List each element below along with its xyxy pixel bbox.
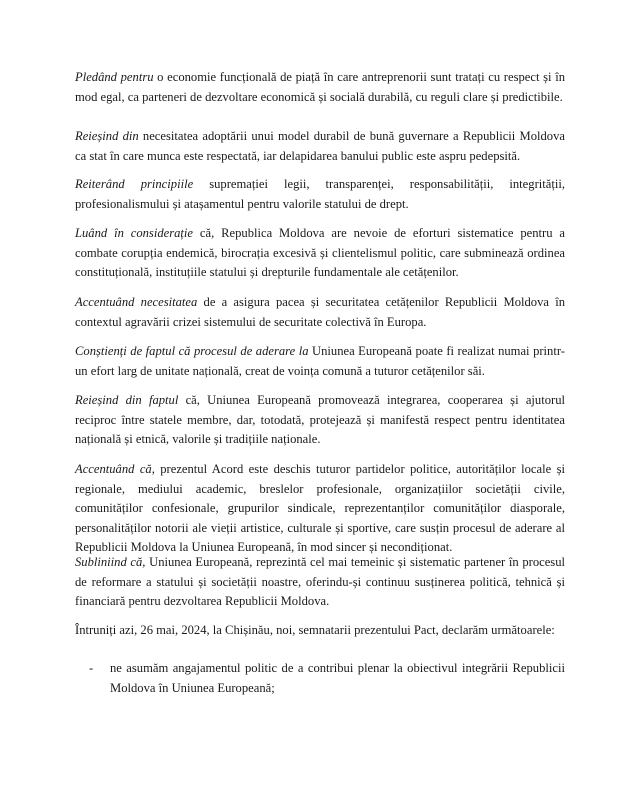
paragraph-3 (75, 175, 565, 214)
paragraph-6-lead: Conștienți de faptul că procesul de aderare la (75, 344, 309, 358)
paragraph-1 (75, 68, 565, 107)
paragraph-4-text: că, Republica Moldova are nevoie de eforturi sistematice pentru a combate corupția endemică, birocrația excesivă și clientelismul politic, care subminează ordinea constituțională, instituțiile statului și drepturile fundamentale ale cetățenilor. (75, 226, 565, 279)
paragraph-9-text: Uniunea Europeană, reprezintă cel mai temeinic și sistematic partener în procesul de reformare a statului și societății noastre, oferindu-și continuu susținerea politică, tehnică și financiară pentru dezvoltarea Republicii Moldova. (75, 555, 565, 608)
paragraph-6 (75, 342, 565, 381)
paragraph-2-lead: Reieșind din (75, 129, 139, 143)
paragraph-4-lead: Luând în considerație (75, 226, 194, 240)
bullet-item: ne asumăm angajamentul politic de a contribui plenar la obiectivul integrării Republicii Moldova în Uniunea Europeană; (110, 661, 565, 695)
paragraph-3-text: supremației legii, transparenței, responsabilității, integrității, profesionalismului și atașamentul pentru valorile statului de drept. (75, 177, 565, 211)
paragraph-1-lead: Pledând pentru (75, 70, 154, 84)
paragraph-6-text: Uniunea Europeană poate fi realizat numai printr-un efort larg de unitate națională, creat de voința comună a tuturor cetățenilor săi. (75, 344, 565, 378)
paragraph-8-text: prezentul Acord este deschis tuturor partidelor politice, autorităților locale și regionale, mediului academic, breslelor profesionale, organizațiilor societății civile, comunităților confesionale, grupurilor sindicale, reprezentanților comunităților diasporale, personalităților notorii ale vieții artistice, culturale și sportive, care susțin procesul de aderare al Republicii Moldova la Uniunea Europeană, în mod sincer și necondiționat. (75, 462, 565, 554)
bullet-marker: - (89, 661, 94, 675)
paragraph-5-text: de a asigura pacea și securitatea cetățenilor Republicii Moldova în contextul agravării crizei sistemului de securitate colectivă în Europa. (75, 295, 565, 329)
paragraph-5 (75, 293, 565, 332)
paragraph-2-text: necesitatea adoptării unui model durabil de bună guvernare a Republicii Moldova ca stat în care munca este respectată, iar delapidarea banului public este aspru pedepsită. (75, 129, 565, 163)
declaration-paragraph: Întruniți azi, 26 mai, 2024, la Chișinău, noi, semnatarii prezentului Pact, declarăm următoarele: (75, 623, 555, 637)
paragraph-7 (75, 391, 565, 450)
paragraph-8-lead: Accentuând că, (75, 462, 155, 476)
paragraph-7-lead: Reieșind din faptul (75, 393, 179, 407)
paragraph-5-lead: Accentuând necesitatea (75, 295, 198, 309)
paragraph-1-text: o economie funcțională de piață în care antreprenorii sunt tratați cu respect și în mod egal, ca parteneri de dezvoltare economică și socială durabilă, cu reguli clare și predictibile. (75, 70, 565, 104)
paragraph-9 (75, 553, 565, 612)
paragraph-2 (75, 127, 565, 166)
paragraph-3-lead: Reiterând principiile (75, 177, 194, 191)
paragraph-4 (75, 224, 565, 283)
paragraph-9-lead: Subliniind că, (75, 555, 146, 569)
paragraph-8 (75, 460, 565, 558)
paragraph-7-text: că, Uniunea Europeană promovează integrarea, cooperarea și ajutorul reciproc între statele membre, dar, totodată, protejează și manifestă respect pentru identitatea națională și etnică, valorile și tradițiile naționale. (75, 393, 565, 446)
